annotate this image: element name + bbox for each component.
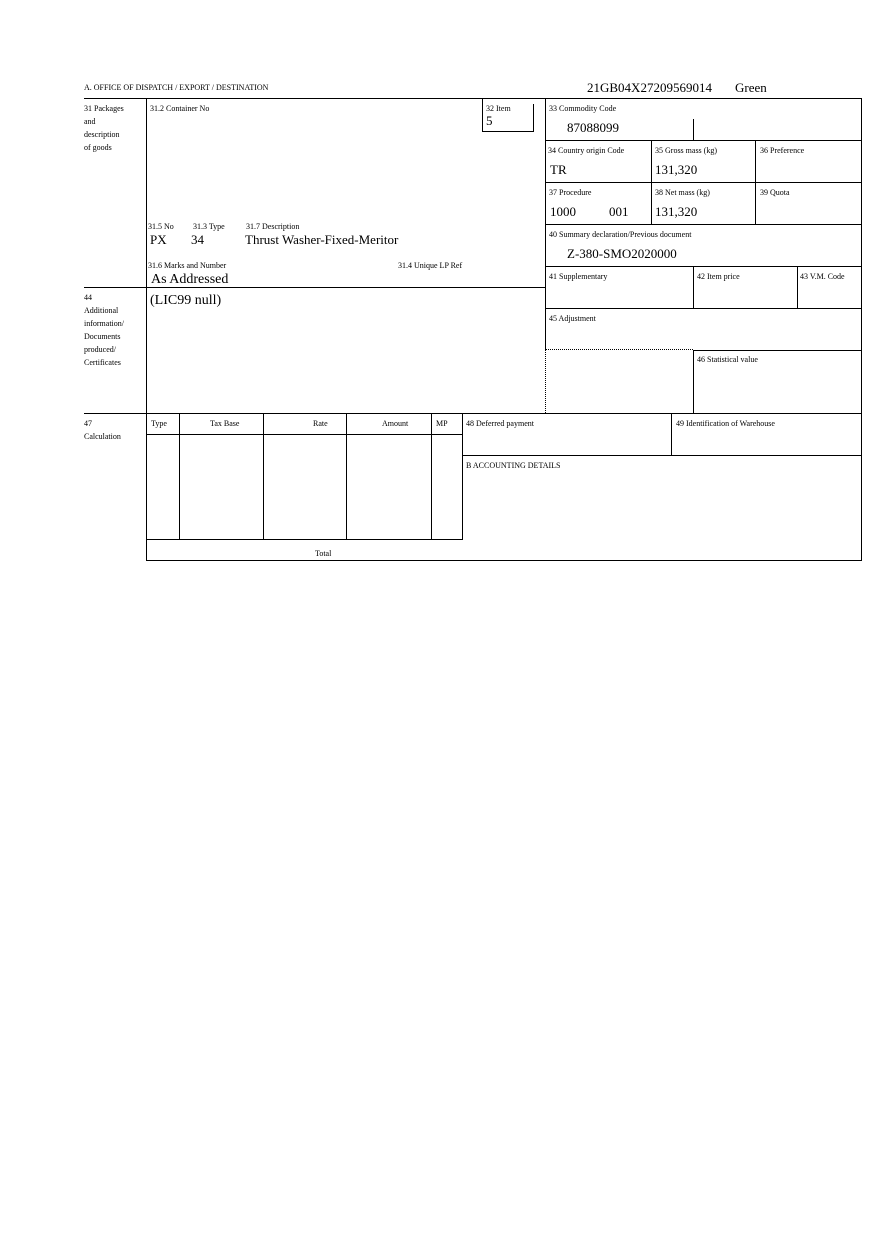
country-origin-value: TR	[550, 162, 567, 177]
box47-label-line: 47	[84, 419, 92, 428]
box44-label-line: Documents	[84, 332, 121, 341]
deferred-payment-label: 48 Deferred payment	[466, 419, 534, 428]
box31-label-line: description	[84, 130, 120, 139]
additional-info-value: (LIC99 null)	[150, 293, 222, 308]
box44-label-line: produced/	[84, 345, 116, 354]
item-label: 32 Item	[486, 104, 511, 113]
preference-label: 36 Preference	[760, 146, 805, 155]
description-label: 31.7 Description	[246, 222, 300, 231]
route-lane: Green	[735, 80, 767, 95]
calc-col-tax-base: Tax Base	[210, 419, 240, 428]
calc-col-type: Type	[151, 419, 167, 428]
gross-mass-label: 35 Gross mass (kg)	[655, 146, 717, 155]
package-no-label: 31.5 No	[148, 222, 174, 231]
quota-label: 39 Quota	[760, 188, 790, 197]
procedure-additional-code: 001	[609, 204, 629, 219]
box47-label-line: Calculation	[84, 432, 121, 441]
package-no-value: PX	[150, 232, 167, 247]
net-mass-label: 38 Net mass (kg)	[655, 188, 710, 197]
package-type-value: 34	[191, 232, 204, 247]
marks-label: 31.6 Marks and Number	[148, 261, 227, 270]
marks-value: As Addressed	[151, 272, 229, 287]
package-type-label: 31.3 Type	[193, 222, 225, 231]
calc-total-label: Total	[315, 549, 332, 558]
box44-label-line: 44	[84, 293, 92, 302]
gross-mass-value: 131,320	[655, 162, 698, 177]
box44-label-line: Additional	[84, 306, 119, 315]
calc-col-rate: Rate	[313, 419, 328, 428]
procedure-code: 1000	[550, 204, 576, 219]
supplementary-label: 41 Supplementary	[549, 272, 608, 281]
box44-label-line: information/	[84, 319, 124, 328]
box31-label-line: of goods	[84, 143, 112, 152]
container-no-label: 31.2 Container No	[150, 104, 210, 113]
box31-label-line: and	[84, 117, 96, 126]
statistical-value-label: 46 Statistical value	[697, 355, 758, 364]
adjustment-label: 45 Adjustment	[549, 314, 596, 323]
box31-label-line: 31 Packages	[84, 104, 124, 113]
calc-col-amount: Amount	[382, 419, 409, 428]
box31-label	[84, 104, 144, 152]
calc-col-mp: MP	[436, 419, 448, 428]
vm-code-label: 43 V.M. Code	[800, 272, 845, 281]
summary-declaration-value: Z-380-SMO2020000	[567, 246, 677, 261]
description-value: Thrust Washer-Fixed-Meritor	[245, 232, 399, 247]
item-value: 5	[486, 113, 493, 128]
declaration-reference: 21GB04X27209569014	[587, 80, 712, 95]
office-of-dispatch-label: A. OFFICE OF DISPATCH / EXPORT / DESTINATION	[84, 83, 269, 92]
accounting-details-label: B ACCOUNTING DETAILS	[466, 461, 561, 470]
commodity-code-label: 33 Commodity Code	[549, 104, 617, 113]
box44-label-line: Certificates	[84, 358, 121, 367]
box44-label	[84, 293, 144, 367]
warehouse-id-label: 49 Identification of Warehouse	[676, 419, 775, 428]
summary-declaration-label: 40 Summary declaration/Previous document	[549, 230, 692, 239]
procedure-label: 37 Procedure	[549, 188, 592, 197]
item-price-label: 42 Item price	[697, 272, 740, 281]
net-mass-value: 131,320	[655, 204, 698, 219]
box47-label	[84, 419, 144, 441]
country-origin-label: 34 Country origin Code	[548, 146, 625, 155]
unique-lp-ref-label: 31.4 Unique LP Ref	[398, 261, 463, 270]
commodity-code-value: 87088099	[567, 120, 619, 135]
